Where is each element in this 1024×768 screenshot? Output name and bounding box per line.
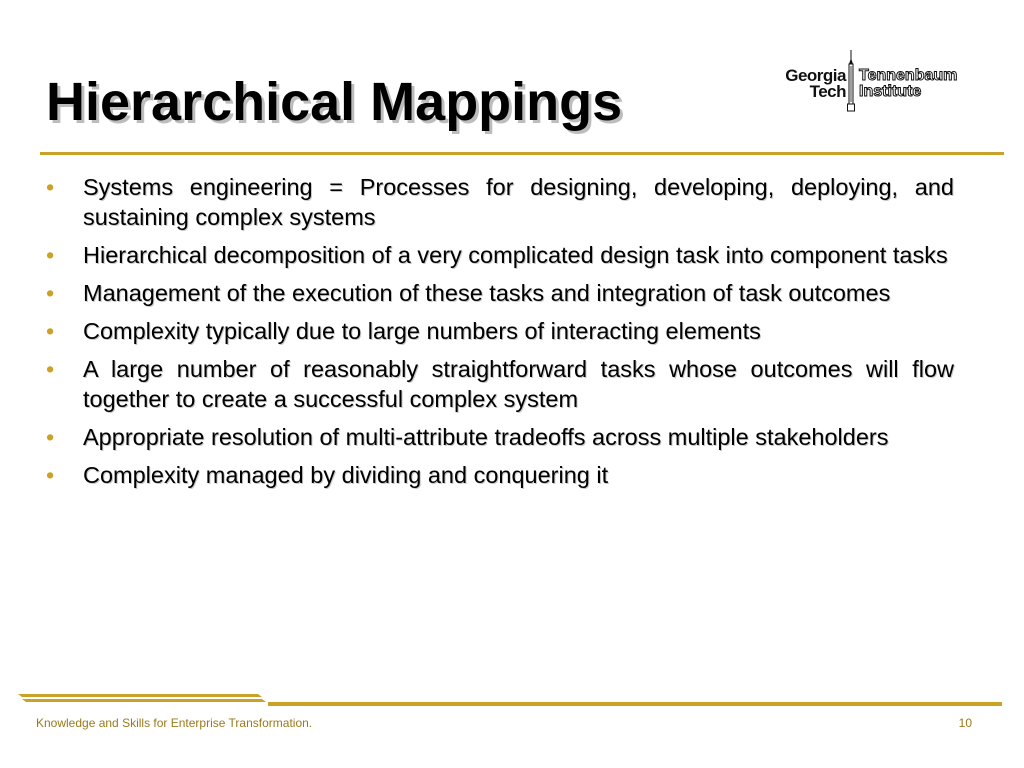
- bullet-dot-icon: •: [46, 356, 55, 382]
- logo-tennenbaum-institute-text: [859, 68, 957, 100]
- bullet-dot-icon: •: [46, 174, 55, 200]
- bullet-list: [46, 172, 954, 498]
- bullet-item: [46, 460, 954, 490]
- bullet-dot-icon: •: [46, 318, 55, 344]
- footer-caption: Knowledge and Skills for Enterprise Transformation.: [36, 716, 313, 730]
- bullet-item: [46, 422, 954, 452]
- bullet-text: Systems engineering = Processes for designing, developing, deploying, and sustaining complex systems: [83, 174, 954, 230]
- bullet-item: [46, 316, 954, 346]
- page-number: 10: [958, 716, 972, 730]
- georgia-tech-tennenbaum-logo: [758, 50, 988, 114]
- bullet-item: [46, 278, 954, 308]
- logo-tech-word: Tech: [809, 82, 846, 101]
- logo-tennenbaum-word: Tennenbaum: [859, 67, 958, 84]
- logo-institute-word: Institute: [859, 83, 922, 100]
- logo-georgia-tech-text: [785, 68, 846, 100]
- bullet-dot-icon: •: [46, 242, 55, 268]
- tech-tower-spire-icon: [846, 50, 856, 112]
- bullet-text: A large number of reasonably straightforward tasks whose outcomes will flow together to create a successful complex system: [83, 356, 954, 412]
- footer-divider-stripes: [18, 694, 1002, 706]
- bullet-item: [46, 354, 954, 414]
- bullet-dot-icon: •: [46, 280, 55, 306]
- bullet-dot-icon: •: [46, 424, 55, 450]
- title-divider-rule: [40, 152, 1004, 155]
- bullet-text: Hierarchical decomposition of a very complicated design task into component tasks: [83, 242, 948, 268]
- bullet-dot-icon: •: [46, 462, 55, 488]
- slide-title: Hierarchical Mappings: [46, 72, 623, 132]
- bullet-item: [46, 240, 954, 270]
- bullet-text: Management of the execution of these tasks and integration of task outcomes: [83, 280, 891, 306]
- bullet-item: [46, 172, 954, 232]
- bullet-text: Complexity typically due to large numbers of interacting elements: [83, 318, 761, 344]
- logo-georgia-word: Georgia: [785, 66, 846, 85]
- bullet-text: Complexity managed by dividing and conquering it: [83, 462, 609, 488]
- bullet-text: Appropriate resolution of multi-attribute tradeoffs across multiple stakeholders: [83, 424, 889, 450]
